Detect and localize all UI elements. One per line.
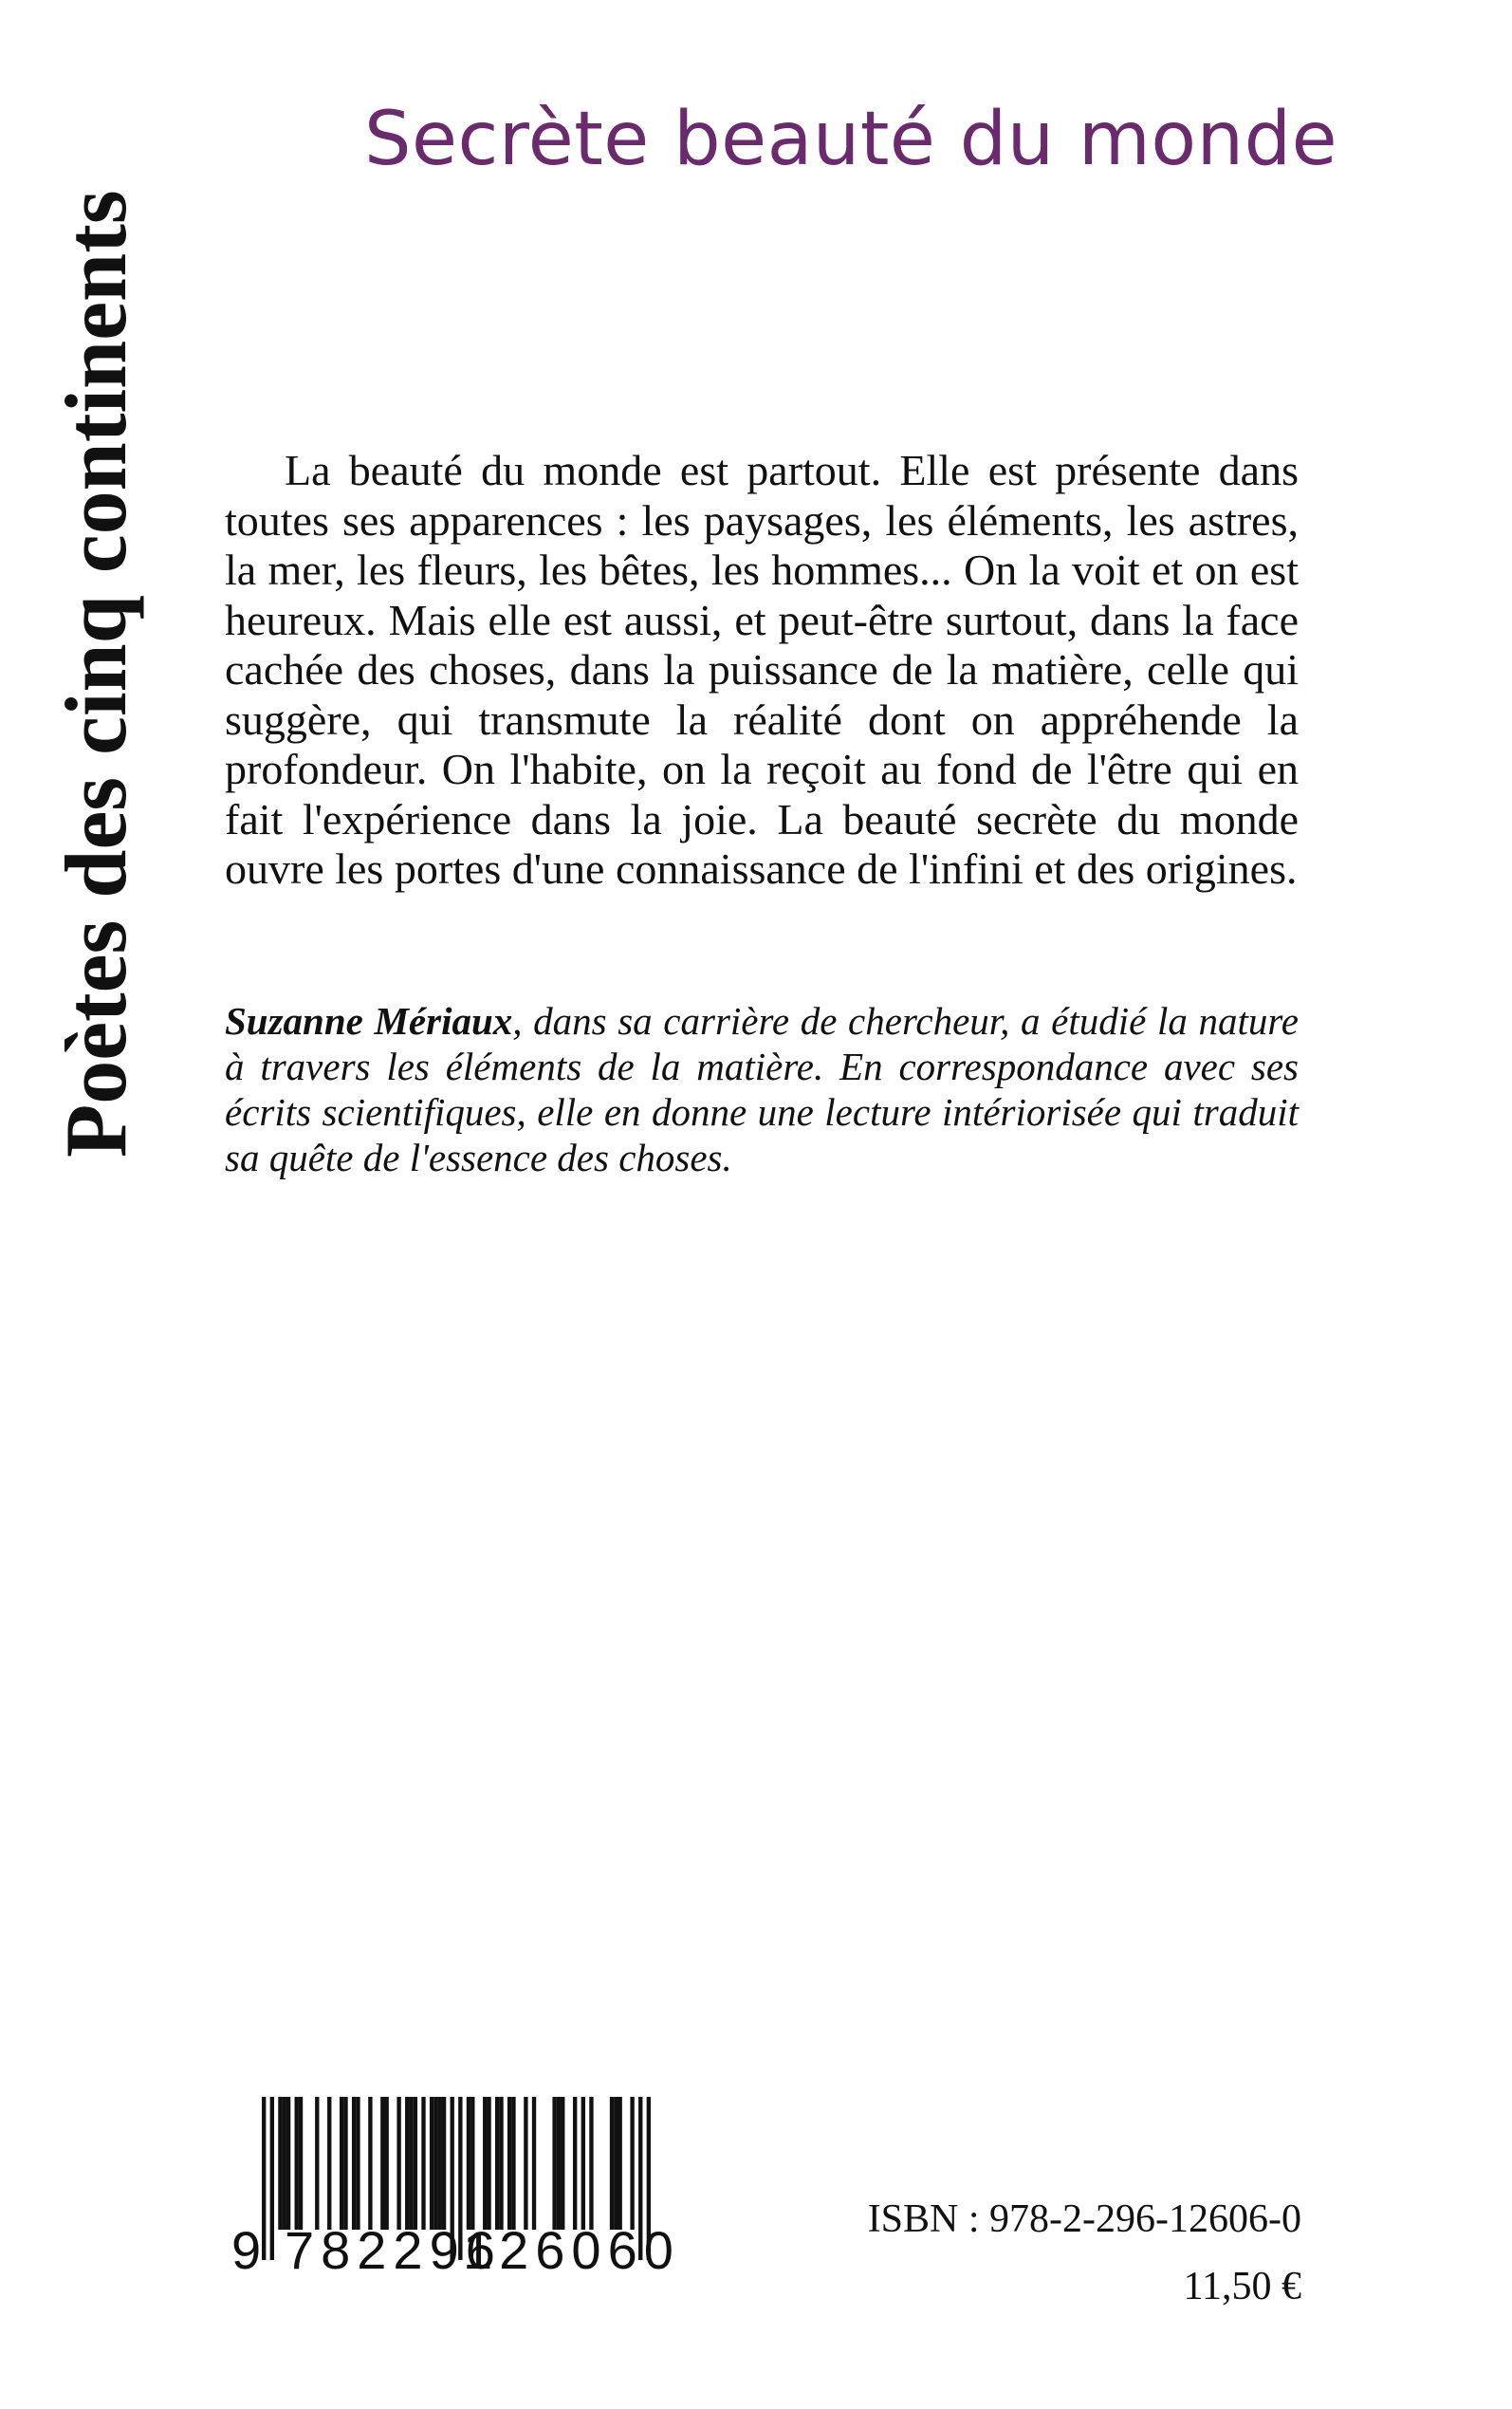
isbn-number: ISBN : 978-2-296-12606-0 xyxy=(867,2197,1301,2241)
barcode-bar xyxy=(557,2097,561,2230)
price: 11,50 € xyxy=(1183,2265,1301,2308)
barcode-bar xyxy=(630,2097,634,2230)
barcode-guard-bar xyxy=(270,2097,274,2260)
barcode-bar xyxy=(524,2097,527,2230)
barcode-bar xyxy=(618,2097,621,2230)
barcode-bar xyxy=(409,2097,413,2230)
barcode-bar xyxy=(589,2097,593,2230)
barcode-bar xyxy=(352,2097,356,2230)
author-bio xyxy=(225,998,1299,1180)
barcode-bar xyxy=(438,2097,442,2230)
barcode-bar xyxy=(610,2097,614,2230)
author-name: Suzanne Mériaux xyxy=(225,999,513,1043)
barcode-bar xyxy=(433,2097,437,2230)
barcode-bar xyxy=(327,2097,331,2230)
barcode-bar xyxy=(532,2097,536,2230)
barcode-bar xyxy=(511,2097,515,2230)
barcode-bar xyxy=(384,2097,388,2230)
barcode-guard-bar xyxy=(262,2097,266,2260)
barcode-bar xyxy=(507,2097,511,2230)
barcode-bar xyxy=(573,2097,577,2230)
barcode-bar xyxy=(467,2097,470,2230)
barcode-bar xyxy=(499,2097,503,2230)
barcode-bar xyxy=(442,2097,446,2230)
barcode-bar xyxy=(396,2097,400,2230)
barcode-bar xyxy=(283,2097,286,2230)
barcode-bar xyxy=(343,2097,347,2230)
barcode-bar xyxy=(405,2097,409,2230)
barcode-bar xyxy=(340,2097,343,2230)
barcode-bar xyxy=(483,2097,487,2230)
barcode-bar xyxy=(295,2097,299,2230)
barcode-bar xyxy=(561,2097,564,2230)
barcode-bar xyxy=(286,2097,290,2230)
blurb-paragraph: La beauté du monde est partout. Elle est présente dans toutes ses apparences : les paysages, les éléments, les astres, la mer, les fleurs, les bêtes, les hommes... On la voit et on est heureux. Mais elle est aussi, et peut-être surtout, dans la face cachée des choses, dans la puissance de la matière, celle qui suggère, qui transmute la réalité dont on appréhende la profondeur. On l'habite, on la reçoit au fond de l'être qui en fait l'expérience dans la joie. La beauté secrète du monde ouvre les portes d'une connaissance de l'infini et des origines. xyxy=(225,446,1299,893)
barcode-bar xyxy=(356,2097,360,2230)
barcode-bar xyxy=(495,2097,499,2230)
barcode-bar xyxy=(614,2097,618,2230)
barcode-first-digit: 9 xyxy=(231,2220,262,2280)
barcode-bar xyxy=(380,2097,384,2230)
barcode-left-digits: 782296 xyxy=(285,2220,502,2280)
barcode-bar xyxy=(278,2097,282,2230)
barcode-bar xyxy=(299,2097,303,2230)
barcode-bar xyxy=(368,2097,372,2230)
barcode-bar xyxy=(487,2097,490,2230)
barcode-bar xyxy=(414,2097,417,2230)
barcode-bar xyxy=(430,2097,433,2230)
author-bio-text: , dans sa carrière de chercheur, a étudié la nature à travers les éléments de la matière. En correspondance avec ses écrits scientifiques, elle en donne une lecture intériorisée qui traduit sa quête de l'essence des choses. xyxy=(225,999,1299,1179)
book-title: Secrète beauté du monde xyxy=(364,97,1338,182)
barcode-bar xyxy=(470,2097,474,2230)
series-title: Poètes des cinq continents xyxy=(47,190,144,1158)
barcode-right-digits: 126060 xyxy=(463,2220,680,2280)
barcode-bar xyxy=(552,2097,556,2230)
barcode-bar xyxy=(421,2097,425,2230)
barcode-bar xyxy=(315,2097,319,2230)
barcode-bar xyxy=(581,2097,585,2230)
